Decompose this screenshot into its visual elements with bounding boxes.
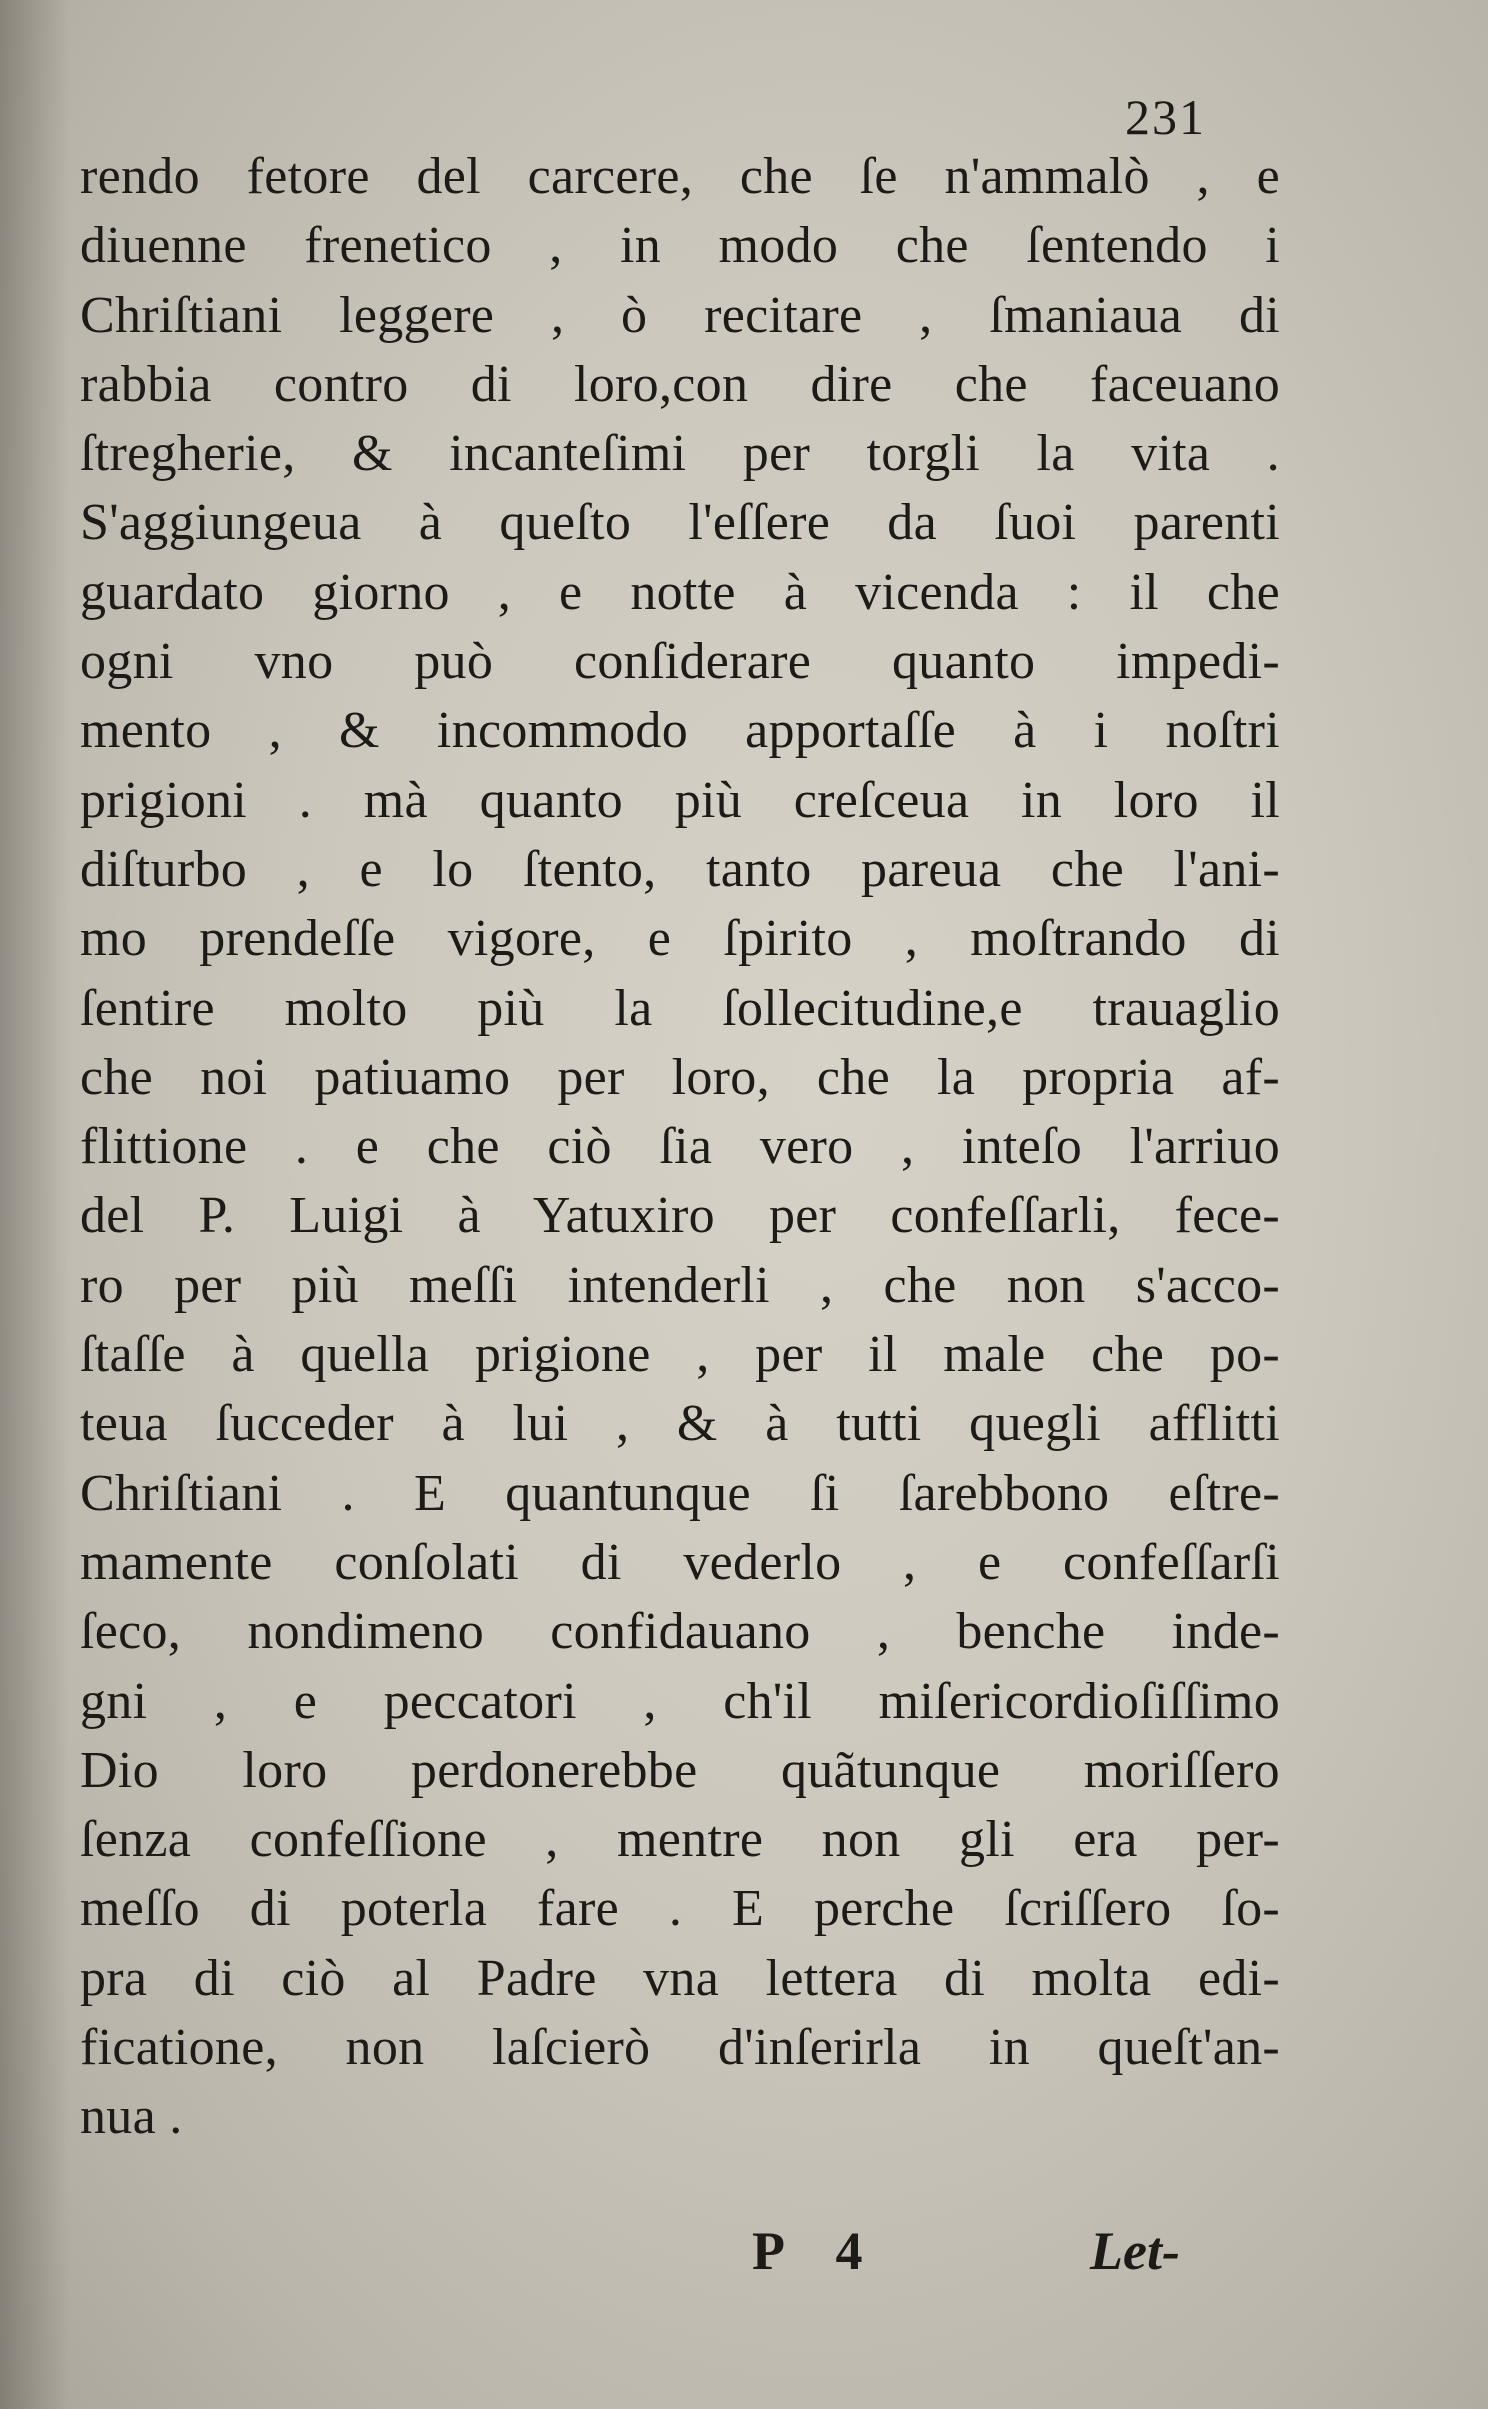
text-line: pra di ciò al Padre vna lettera di molta edi- (80, 1949, 1280, 2007)
text-line: gni , e peccatori , ch'il miſericordioſiſſimo (80, 1672, 1280, 1730)
text-line: rabbia contro di loro,con dire che faceuano (80, 355, 1280, 413)
text-line: S'aggiungeua à queſto l'eſſere da ſuoi parenti (80, 494, 1280, 552)
text-line: Chriſtiani . E quantunque ſi ſarebbono eſtre- (80, 1464, 1280, 1522)
text-line: del P. Luigi à Yatuxiro per confeſſarli, fece- (80, 1187, 1280, 1245)
text-line: meſſo di poterla fare . E perche ſcriſſero ſo- (80, 1880, 1280, 1938)
text-line: ſeco, nondimeno confidauano , benche inde- (80, 1603, 1280, 1661)
text-line: mento , & incommodo apportaſſe à i noſtri (80, 702, 1280, 760)
text-line: ſenza confeſſione , mentre non gli era per- (80, 1811, 1280, 1869)
text-line: guardato giorno , e notte à vicenda : il che (80, 563, 1280, 621)
text-line: mamente conſolati di vederlo , e confeſſarſi (80, 1533, 1280, 1591)
text-line: flittione . e che ciò ſia vero , inteſo l'arriuo (80, 1118, 1280, 1176)
text-line: mo prendeſſe vigore, e ſpirito , moſtrando di (80, 910, 1280, 968)
text-line: rendo fetore del carcere, che ſe n'ammalò , e (80, 148, 1280, 205)
text-line: diſturbo , e lo ſtento, tanto pareua che l'ani- (80, 840, 1280, 898)
signature-mark: P 4 (752, 2221, 883, 2281)
text-line: Dio loro perdonerebbe quãtunque moriſſero (80, 1741, 1280, 1799)
catchword: Let- (1090, 2221, 1180, 2281)
page-footer (0, 2220, 1488, 2300)
text-line: ſtaſſe à quella prigione , per il male che po- (80, 1326, 1280, 1384)
text-line: che noi patiuamo per loro, che la propria af- (80, 1048, 1280, 1106)
text-line: nua . (80, 2088, 183, 2146)
text-line: ro per più meſſi intenderli , che non s'acco- (80, 1256, 1280, 1314)
text-line: Chriſtiani leggere , ò recitare , ſmaniaua di (80, 286, 1280, 344)
text-line: ogni vno può conſiderare quanto impedi- (80, 633, 1280, 691)
body-text (80, 142, 1280, 2152)
text-line: ſtregherie, & incanteſimi per torgli la vita . (80, 425, 1280, 483)
text-line: ſentire molto più la ſollecitudine,e trauaglio (80, 979, 1280, 1037)
page-number: 231 (1125, 89, 1206, 145)
text-line: ficatione, non laſcierò d'inſerirla in queſt'an- (80, 2019, 1280, 2077)
text-line: teua ſucceder à lui , & à tutti quegli afflitti (80, 1395, 1280, 1453)
text-line: prigioni . mà quanto più creſceua in loro il (80, 771, 1280, 829)
text-line: diuenne frenetico , in modo che ſentendo i (80, 217, 1280, 275)
